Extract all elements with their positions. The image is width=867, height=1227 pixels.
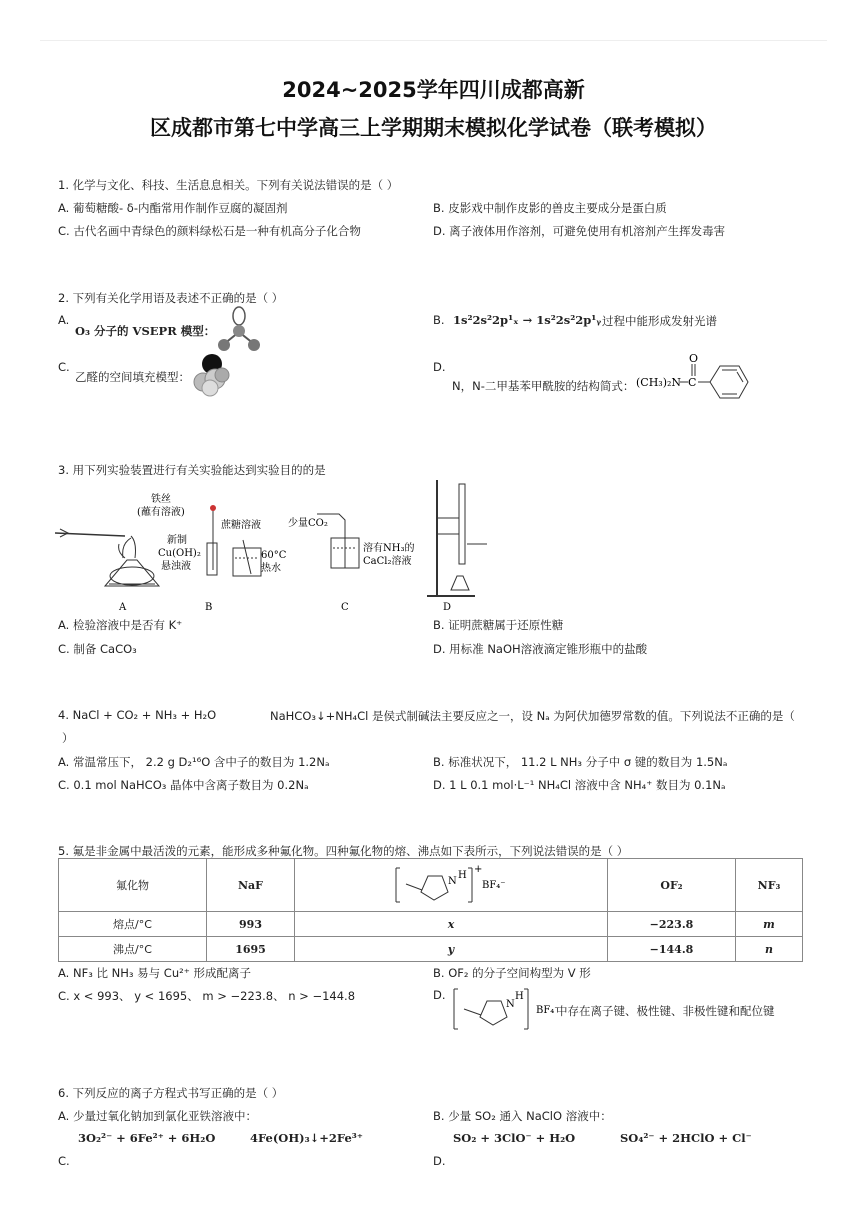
q3-option-c[interactable]: C. 制备 CaCO₃ (58, 642, 137, 656)
q4-option-b[interactable]: B. 标准状况下， 11.2 L NH₃ 分子中 σ 键的数目为 1.5Nₐ (433, 755, 728, 769)
fig-label-b: B (205, 602, 213, 613)
fig-b-suspension-label: 悬浊液 (161, 561, 191, 572)
structure-oxygen-label: O (689, 352, 699, 365)
q2-option-b-text: 过程中能形成发射光谱 (602, 314, 717, 328)
q4-stem-equation: 4. NaCl + CO₂ + NH₃ + H₂O (58, 708, 217, 722)
q6-option-b-eq-right: SO₄²⁻ + 2HClO + Cl⁻ (620, 1131, 752, 1145)
q5-stem: 5. 氟是非金属中最活泼的元素，能形成多种氟化物。四种氟化物的熔、沸点如下表所示，下列说法错误的是（ ） (58, 844, 629, 858)
q2-option-d-label[interactable]: D. (433, 360, 446, 374)
fig-c-solution-line1: 溶有NH₃的 (363, 543, 415, 554)
table-header-cell: OF₂ (608, 859, 736, 912)
fig-label-d: D (443, 602, 452, 613)
q1-option-b[interactable]: B. 皮影戏中制作皮影的兽皮主要成分是蛋白质 (433, 201, 667, 215)
q4-option-c[interactable]: C. 0.1 mol NaHCO₃ 晶体中含离子数目为 0.2Nₐ (58, 778, 309, 792)
fig-a-wire-label: 铁丝 (151, 494, 171, 505)
table-cell: 熔点/°C (59, 912, 207, 937)
o3-vsepr-model-figure (212, 304, 272, 354)
q6-option-b-eq-left: SO₂ + 3ClO⁻ + H₂O (453, 1131, 576, 1145)
svg-text:N: N (448, 875, 457, 887)
q2-option-a-label[interactable]: A. (58, 313, 70, 327)
q2-option-c-text: 乙醛的空间填充模型： (75, 370, 190, 384)
q6-option-a[interactable]: A. 少量过氧化钠加到氯化亚铁溶液中： (58, 1109, 257, 1123)
fig-c-solution-line2: CaCl₂溶液 (363, 556, 412, 567)
table-cell: y (295, 937, 608, 962)
table-cell: 沸点/°C (59, 937, 207, 962)
q5-option-d-label[interactable]: D. (433, 988, 446, 1002)
table-header-row (59, 859, 803, 912)
q2-option-d-text: N，N-二甲基苯甲酰胺的结构简式： (452, 379, 635, 393)
q3-option-d[interactable]: D. 用标准 NaOH溶液滴定锥形瓶中的盐酸 (433, 642, 648, 656)
table-header-cell: NF₃ (736, 859, 803, 912)
q1-option-d[interactable]: D. 离子液体用作溶剂，可避免使用有机溶剂产生挥发毒害 (433, 224, 726, 238)
fig-b-temp-label: 60°C (261, 550, 287, 561)
q2-option-c-label[interactable]: C. (58, 360, 70, 374)
q2-option-a-text: O₃ 分子的 VSEPR 模型： (75, 324, 216, 338)
q6-stem: 6. 下列反应的离子方程式书写正确的是（ ） (58, 1086, 284, 1100)
exam-title-line1: 2024~2025学年四川成都高新 (282, 78, 585, 102)
q4-stem-text: NaHCO₃↓+NH₄Cl 是侯式制碱法主要反应之一，设 Nₐ 为阿伏加德罗常数的值。下列说法不正确的是（ (270, 709, 795, 723)
q1-option-c[interactable]: C. 古代名画中青绿色的颜料绿松石是一种有机高分子化合物 (58, 224, 361, 238)
q3-stem: 3. 用下列实验装置进行有关实验能达到实验目的的是 (58, 463, 326, 477)
table-row (59, 912, 803, 937)
q2-stem: 2. 下列有关化学用语及表述不正确的是（ ） (58, 291, 284, 305)
q3-option-a[interactable]: A. 检验溶液中是否有 K⁺ (58, 618, 183, 632)
q6-option-a-eq-left: 3O₂²⁻ + 6Fe²⁺ + 6H₂O (78, 1131, 216, 1145)
q5-option-c[interactable]: C. x < 993、 y < 1695、 m > −223.8、 n > −144.8 (58, 989, 356, 1003)
q4-stem-end: ） (62, 731, 74, 745)
q5-option-a[interactable]: A. NF₃ 比 NH₃ 易与 Cu²⁺ 形成配离子 (58, 966, 251, 980)
fig-b-water-label: 热水 (261, 563, 281, 574)
q4-option-a[interactable]: A. 常温常压下， 2.2 g D₂¹⁶O 含中子的数目为 1.2Nₐ (58, 755, 330, 769)
q5-option-d-text: 中存在离子键、极性键、非极性键和配位键 (556, 1004, 775, 1018)
q4-option-d[interactable]: D. 1 L 0.1 mol·L⁻¹ NH₄Cl 溶液中含 NH₄⁺ 数目为 0.1Nₐ (433, 778, 726, 792)
q1-stem: 1. 化学与文化、科技、生活息息相关。下列有关说法错误的是（ ） (58, 178, 399, 192)
svg-text:H: H (458, 869, 467, 881)
table-header-cell: NaF (207, 859, 295, 912)
q5-option-b[interactable]: B. OF₂ 的分子空间构型为 V 形 (433, 966, 591, 980)
ionic-liquid-anion: BF₄⁻ (482, 879, 506, 891)
q3-option-b[interactable]: B. 证明蔗糖属于还原性糖 (433, 618, 564, 632)
q3-apparatus-figure (55, 478, 515, 613)
q6-option-d[interactable]: D. (433, 1154, 446, 1168)
table-row (59, 937, 803, 962)
fluoride-properties-table (58, 858, 803, 962)
table-cell: x (295, 912, 608, 937)
fig-c-co2-label: 少量CO₂ (288, 518, 328, 529)
table-cell: n (736, 937, 803, 962)
structure-nme2-label: (CH₃)₂N (636, 376, 682, 389)
table-cell: 1695 (207, 937, 295, 962)
fig-b-new-label: 新制 (167, 535, 187, 546)
fig-b-sucrose-label: 蔗糖溶液 (221, 520, 261, 531)
option-d-anion: BF₄⁻ (536, 1005, 560, 1016)
q6-option-b[interactable]: B. 少量 SO₂ 通入 NaClO 溶液中： (433, 1109, 612, 1123)
dimethylbenzamide-structure (636, 352, 751, 412)
structure-carbon-label: C (688, 376, 697, 389)
exam-title-line2: 区成都市第七中学高三上学期期末模拟化学试卷（联考模拟） (150, 116, 717, 140)
q2-option-b-formula: 1s²2s²2p¹ₓ → 1s²2s²2p¹ᵧ (453, 313, 602, 327)
table-cell: −144.8 (608, 937, 736, 962)
fig-b-cuoh-label: Cu(OH)₂ (158, 548, 201, 559)
fig-label-c: C (341, 602, 349, 613)
q1-option-a[interactable]: A. 葡萄糖酸- δ-内酯常用作制作豆腐的凝固剂 (58, 201, 288, 215)
table-header-cell: 氟化物 (59, 859, 207, 912)
table-cell: −223.8 (608, 912, 736, 937)
svg-text:H: H (515, 991, 524, 1002)
svg-text:+: + (474, 863, 483, 875)
page-top-rule (40, 40, 827, 41)
svg-text:N: N (506, 999, 515, 1010)
q2-option-b-label[interactable]: B. (433, 313, 445, 327)
q6-option-a-eq-right: 4Fe(OH)₃↓+2Fe³⁺ (250, 1131, 363, 1145)
ionic-liquid-structure-icon (376, 862, 526, 906)
q6-option-c[interactable]: C. (58, 1154, 70, 1168)
table-cell: 993 (207, 912, 295, 937)
acetaldehyde-space-filling-model (190, 352, 235, 397)
fig-a-wire-note: (蘸有溶液) (137, 507, 185, 518)
table-header-ionic-liquid (295, 859, 608, 912)
table-cell: m (736, 912, 803, 937)
fig-label-a: A (119, 602, 127, 613)
